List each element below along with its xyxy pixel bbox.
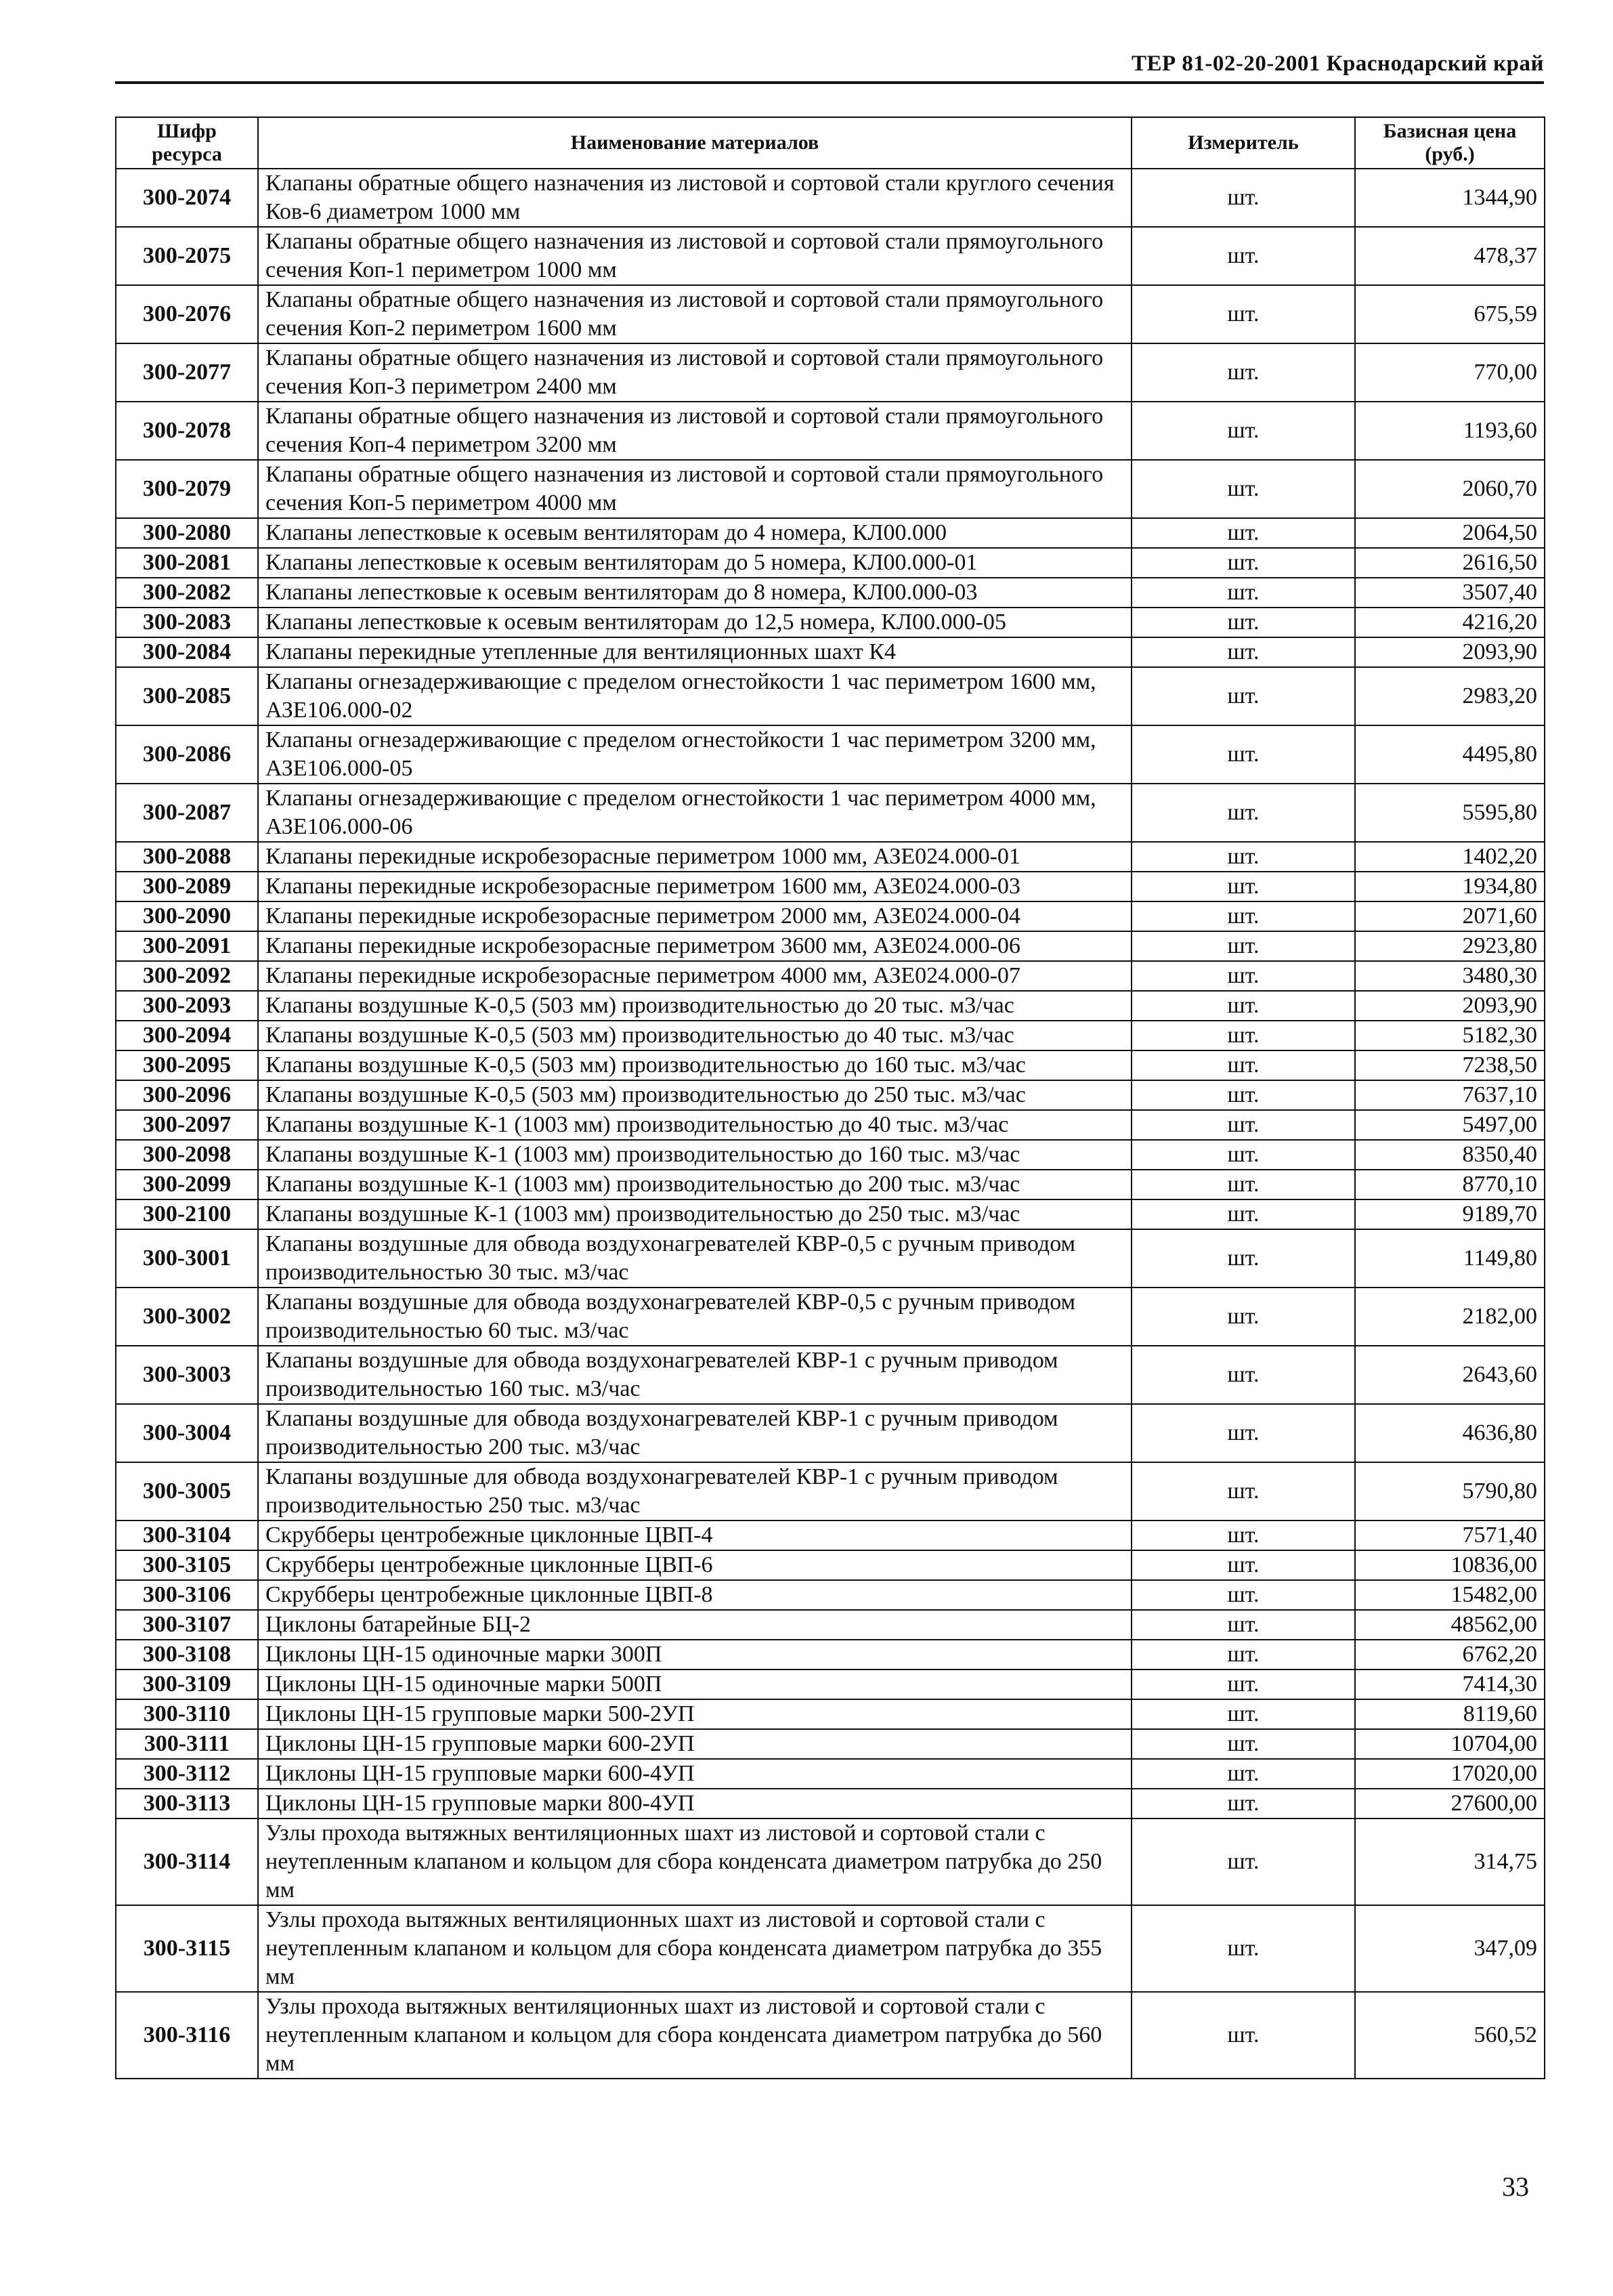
unit-cell: шт. [1132, 343, 1355, 402]
base-price-cell: 27600,00 [1355, 1789, 1545, 1819]
resource-code-cell: 300-2079 [116, 460, 258, 518]
table-row [116, 842, 1545, 872]
resource-code-cell: 300-2099 [116, 1170, 258, 1199]
unit-cell: шт. [1132, 1905, 1355, 1992]
material-name-cell: Клапаны воздушные для обвода воздухонагревателей КВР-0,5 с ручным приводом производительностью 30 тыс. м3/час [258, 1229, 1132, 1288]
unit-cell: шт. [1132, 460, 1355, 518]
unit-cell: шт. [1132, 1140, 1355, 1170]
material-name-cell: Клапаны обратные общего назначения из листовой и сортовой стали прямоугольного сечения Коп-4 периметром 3200 мм [258, 402, 1132, 460]
resource-code-cell: 300-3107 [116, 1610, 258, 1640]
unit-cell: шт. [1132, 667, 1355, 725]
material-name-cell: Клапаны перекидные искробезорасные периметром 2000 мм, АЗЕ024.000-04 [258, 901, 1132, 931]
resource-code-cell: 300-2088 [116, 842, 258, 872]
base-price-cell: 347,09 [1355, 1905, 1545, 1992]
resource-code-cell: 300-2089 [116, 872, 258, 901]
base-price-cell: 5790,80 [1355, 1462, 1545, 1521]
resource-code-cell: 300-2082 [116, 578, 258, 608]
base-price-cell: 1344,90 [1355, 169, 1545, 227]
resource-code-cell: 300-3113 [116, 1789, 258, 1819]
material-name-cell: Клапаны огнезадерживающие с пределом огнестойкости 1 час периметром 4000 мм, АЗЕ106.000-06 [258, 784, 1132, 842]
table-row [116, 1550, 1545, 1580]
table-row [116, 1080, 1545, 1110]
unit-cell: шт. [1132, 1640, 1355, 1670]
table-row [116, 1580, 1545, 1610]
table-row [116, 1346, 1545, 1404]
base-price-cell: 4495,80 [1355, 725, 1545, 784]
table-row [116, 1288, 1545, 1346]
material-name-cell: Циклоны ЦН-15 групповые марки 600-2УП [258, 1729, 1132, 1759]
unit-cell: шт. [1132, 1550, 1355, 1580]
material-name-cell: Клапаны огнезадерживающие с пределом огнестойкости 1 час периметром 3200 мм, АЗЕ106.000-05 [258, 725, 1132, 784]
base-price-cell: 10836,00 [1355, 1550, 1545, 1580]
unit-cell: шт. [1132, 1699, 1355, 1729]
unit-cell: шт. [1132, 608, 1355, 637]
unit-cell: шт. [1132, 872, 1355, 901]
base-price-cell: 3480,30 [1355, 961, 1545, 991]
table-row [116, 1229, 1545, 1288]
material-name-cell: Узлы прохода вытяжных вентиляционных шахт из листовой и сортовой стали с неутепленным клапаном и кольцом для сбора конденсата диаметром патрубка до 560 мм [258, 1992, 1132, 2079]
base-price-cell: 2064,50 [1355, 518, 1545, 548]
resource-code-cell: 300-2091 [116, 931, 258, 961]
table-row [116, 1170, 1545, 1199]
table-row [116, 637, 1545, 667]
material-name-cell: Циклоны ЦН-15 групповые марки 800-4УП [258, 1789, 1132, 1819]
table-header [116, 117, 1545, 169]
unit-cell: шт. [1132, 518, 1355, 548]
unit-cell: шт. [1132, 1789, 1355, 1819]
resource-code-cell: 300-3104 [116, 1521, 258, 1550]
base-price-cell: 4216,20 [1355, 608, 1545, 637]
base-price-cell: 7414,30 [1355, 1670, 1545, 1699]
base-price-cell: 8119,60 [1355, 1699, 1545, 1729]
material-name-cell: Циклоны ЦН-15 групповые марки 500-2УП [258, 1699, 1132, 1729]
unit-cell: шт. [1132, 578, 1355, 608]
resource-code-cell: 300-2075 [116, 227, 258, 285]
material-name-cell: Клапаны обратные общего назначения из листовой и сортовой стали прямоугольного сечения Коп-5 периметром 4000 мм [258, 460, 1132, 518]
resource-code-cell: 300-2094 [116, 1021, 258, 1050]
resource-code-cell: 300-2087 [116, 784, 258, 842]
base-price-cell: 2093,90 [1355, 991, 1545, 1021]
base-price-cell: 5497,00 [1355, 1110, 1545, 1140]
resource-code-cell: 300-3116 [116, 1992, 258, 2079]
material-name-cell: Клапаны перекидные искробезорасные периметром 3600 мм, АЗЕ024.000-06 [258, 931, 1132, 961]
base-price-cell: 2182,00 [1355, 1288, 1545, 1346]
material-name-cell: Клапаны обратные общего назначения из листовой и сортовой стали прямоугольного сечения Коп-1 периметром 1000 мм [258, 227, 1132, 285]
resource-code-cell: 300-3004 [116, 1404, 258, 1462]
material-name-cell: Клапаны перекидные искробезорасные периметром 1000 мм, АЗЕ024.000-01 [258, 842, 1132, 872]
base-price-cell: 478,37 [1355, 227, 1545, 285]
base-price-cell: 1149,80 [1355, 1229, 1545, 1288]
material-name-cell: Клапаны воздушные К-0,5 (503 мм) производительностью до 250 тыс. м3/час [258, 1080, 1132, 1110]
material-name-cell: Клапаны воздушные К-0,5 (503 мм) производительностью до 160 тыс. м3/час [258, 1050, 1132, 1080]
resource-code-cell: 300-3003 [116, 1346, 258, 1404]
material-name-cell: Скрубберы центробежные циклонные ЦВП-4 [258, 1521, 1132, 1550]
unit-cell: шт. [1132, 169, 1355, 227]
resource-code-cell: 300-3002 [116, 1288, 258, 1346]
material-name-cell: Клапаны обратные общего назначения из листовой и сортовой стали прямоугольного сечения Коп-2 периметром 1600 мм [258, 285, 1132, 343]
material-name-cell: Клапаны воздушные для обвода воздухонагревателей КВР-0,5 с ручным приводом производительностью 60 тыс. м3/час [258, 1288, 1132, 1346]
material-name-cell: Скрубберы центробежные циклонные ЦВП-8 [258, 1580, 1132, 1610]
base-price-cell: 1193,60 [1355, 402, 1545, 460]
resource-code-cell: 300-2092 [116, 961, 258, 991]
base-price-cell: 10704,00 [1355, 1729, 1545, 1759]
material-name-cell: Клапаны воздушные К-1 (1003 мм) производительностью до 200 тыс. м3/час [258, 1170, 1132, 1199]
table-row [116, 1905, 1545, 1992]
material-name-cell: Клапаны воздушные К-1 (1003 мм) производительностью до 160 тыс. м3/час [258, 1140, 1132, 1170]
material-name-cell: Узлы прохода вытяжных вентиляционных шахт из листовой и сортовой стали с неутепленным клапаном и кольцом для сбора конденсата диаметром патрубка до 250 мм [258, 1819, 1132, 1905]
base-price-cell: 560,52 [1355, 1992, 1545, 2079]
resource-code-cell: 300-3110 [116, 1699, 258, 1729]
base-price-cell: 8770,10 [1355, 1170, 1545, 1199]
table-row [116, 169, 1545, 227]
base-price-cell: 4636,80 [1355, 1404, 1545, 1462]
table-row [116, 784, 1545, 842]
base-price-cell: 6762,20 [1355, 1640, 1545, 1670]
base-price-cell: 2093,90 [1355, 637, 1545, 667]
resource-code-cell: 300-3108 [116, 1640, 258, 1670]
material-name-cell: Циклоны ЦН-15 одиночные марки 500П [258, 1670, 1132, 1699]
material-name-cell: Циклоны ЦН-15 одиночные марки 300П [258, 1640, 1132, 1670]
unit-cell: шт. [1132, 1462, 1355, 1521]
table-row [116, 1699, 1545, 1729]
base-price-cell: 2643,60 [1355, 1346, 1545, 1404]
unit-cell: шт. [1132, 1021, 1355, 1050]
table-row [116, 227, 1545, 285]
column-header-name: Наименование материалов [258, 117, 1132, 169]
unit-cell: шт. [1132, 1404, 1355, 1462]
unit-cell: шт. [1132, 1229, 1355, 1288]
table-row [116, 901, 1545, 931]
unit-cell: шт. [1132, 1521, 1355, 1550]
material-name-cell: Клапаны лепестковые к осевым вентиляторам до 12,5 номера, КЛ00.000-05 [258, 608, 1132, 637]
material-name-cell: Клапаны воздушные К-1 (1003 мм) производительностью до 250 тыс. м3/час [258, 1199, 1132, 1229]
base-price-cell: 3507,40 [1355, 578, 1545, 608]
unit-cell: шт. [1132, 1580, 1355, 1610]
base-price-cell: 1402,20 [1355, 842, 1545, 872]
table-row [116, 872, 1545, 901]
table-row [116, 1110, 1545, 1140]
unit-cell: шт. [1132, 1610, 1355, 1640]
table-row [116, 1992, 1545, 2079]
material-name-cell: Клапаны обратные общего назначения из листовой и сортовой стали круглого сечения Ков-6 диаметром 1000 мм [258, 169, 1132, 227]
base-price-cell: 17020,00 [1355, 1759, 1545, 1789]
table-row [116, 1521, 1545, 1550]
base-price-cell: 2071,60 [1355, 901, 1545, 931]
unit-cell: шт. [1132, 1729, 1355, 1759]
unit-cell: шт. [1132, 637, 1355, 667]
resource-code-cell: 300-2097 [116, 1110, 258, 1140]
unit-cell: шт. [1132, 901, 1355, 931]
resource-code-cell: 300-2078 [116, 402, 258, 460]
base-price-cell: 314,75 [1355, 1819, 1545, 1905]
unit-cell: шт. [1132, 1170, 1355, 1199]
materials-price-table [115, 116, 1545, 2079]
page-number: 33 [1502, 2171, 1529, 2202]
unit-cell: шт. [1132, 1110, 1355, 1140]
document-title: ТЕР 81-02-20-2001 Краснодарский край [1131, 51, 1544, 76]
material-name-cell: Скрубберы центробежные циклонные ЦВП-6 [258, 1550, 1132, 1580]
table-row [116, 285, 1545, 343]
table-row [116, 991, 1545, 1021]
base-price-cell: 2923,80 [1355, 931, 1545, 961]
column-header-unit: Измеритель [1132, 117, 1355, 169]
table-row [116, 1050, 1545, 1080]
base-price-cell: 9189,70 [1355, 1199, 1545, 1229]
table-header-row [116, 117, 1545, 169]
column-header-price: Базисная цена (руб.) [1355, 117, 1545, 169]
table-row [116, 725, 1545, 784]
unit-cell: шт. [1132, 1759, 1355, 1789]
unit-cell: шт. [1132, 1050, 1355, 1080]
table-row [116, 1729, 1545, 1759]
resource-code-cell: 300-3109 [116, 1670, 258, 1699]
material-name-cell: Клапаны лепестковые к осевым вентиляторам до 5 номера, КЛ00.000-01 [258, 548, 1132, 578]
resource-code-cell: 300-3005 [116, 1462, 258, 1521]
table-row [116, 608, 1545, 637]
table-body [116, 169, 1545, 2079]
base-price-cell: 675,59 [1355, 285, 1545, 343]
resource-code-cell: 300-3105 [116, 1550, 258, 1580]
material-name-cell: Клапаны перекидные утепленные для вентиляционных шахт К4 [258, 637, 1132, 667]
unit-cell: шт. [1132, 1080, 1355, 1110]
base-price-cell: 5182,30 [1355, 1021, 1545, 1050]
unit-cell: шт. [1132, 1670, 1355, 1699]
unit-cell: шт. [1132, 227, 1355, 285]
resource-code-cell: 300-3106 [116, 1580, 258, 1610]
base-price-cell: 5595,80 [1355, 784, 1545, 842]
table-row [116, 1670, 1545, 1699]
table-row [116, 343, 1545, 402]
table-row [116, 518, 1545, 548]
base-price-cell: 2616,50 [1355, 548, 1545, 578]
material-name-cell: Клапаны обратные общего назначения из листовой и сортовой стали прямоугольного сечения Коп-3 периметром 2400 мм [258, 343, 1132, 402]
base-price-cell: 7637,10 [1355, 1080, 1545, 1110]
material-name-cell: Клапаны воздушные для обвода воздухонагревателей КВР-1 с ручным приводом производительностью 200 тыс. м3/час [258, 1404, 1132, 1462]
resource-code-cell: 300-2084 [116, 637, 258, 667]
unit-cell: шт. [1132, 784, 1355, 842]
table-row [116, 578, 1545, 608]
unit-cell: шт. [1132, 1346, 1355, 1404]
material-name-cell: Узлы прохода вытяжных вентиляционных шахт из листовой и сортовой стали с неутепленным клапаном и кольцом для сбора конденсата диаметром патрубка до 355 мм [258, 1905, 1132, 1992]
table-row [116, 1640, 1545, 1670]
material-name-cell: Клапаны воздушные для обвода воздухонагревателей КВР-1 с ручным приводом производительностью 250 тыс. м3/час [258, 1462, 1132, 1521]
table-row [116, 961, 1545, 991]
resource-code-cell: 300-2081 [116, 548, 258, 578]
material-name-cell: Клапаны огнезадерживающие с пределом огнестойкости 1 час периметром 1600 мм, АЗЕ106.000-02 [258, 667, 1132, 725]
unit-cell: шт. [1132, 1819, 1355, 1905]
resource-code-cell: 300-2086 [116, 725, 258, 784]
table-row [116, 402, 1545, 460]
base-price-cell: 7571,40 [1355, 1521, 1545, 1550]
resource-code-cell: 300-2080 [116, 518, 258, 548]
base-price-cell: 48562,00 [1355, 1610, 1545, 1640]
resource-code-cell: 300-3001 [116, 1229, 258, 1288]
resource-code-cell: 300-3114 [116, 1819, 258, 1905]
page-header [115, 49, 1544, 84]
unit-cell: шт. [1132, 548, 1355, 578]
table-row [116, 1199, 1545, 1229]
table-row [116, 1759, 1545, 1789]
material-name-cell: Циклоны батарейные БЦ-2 [258, 1610, 1132, 1640]
base-price-cell: 7238,50 [1355, 1050, 1545, 1080]
unit-cell: шт. [1132, 961, 1355, 991]
header-rule [115, 81, 1544, 84]
unit-cell: шт. [1132, 725, 1355, 784]
table-row [116, 548, 1545, 578]
resource-code-cell: 300-2083 [116, 608, 258, 637]
resource-code-cell: 300-2074 [116, 169, 258, 227]
resource-code-cell: 300-2093 [116, 991, 258, 1021]
material-name-cell: Клапаны лепестковые к осевым вентиляторам до 4 номера, КЛ00.000 [258, 518, 1132, 548]
unit-cell: шт. [1132, 402, 1355, 460]
resource-code-cell: 300-2098 [116, 1140, 258, 1170]
table-row [116, 1819, 1545, 1905]
base-price-cell: 8350,40 [1355, 1140, 1545, 1170]
unit-cell: шт. [1132, 1199, 1355, 1229]
table-row [116, 1610, 1545, 1640]
resource-code-cell: 300-2090 [116, 901, 258, 931]
unit-cell: шт. [1132, 1992, 1355, 2079]
material-name-cell: Клапаны воздушные К-1 (1003 мм) производительностью до 40 тыс. м3/час [258, 1110, 1132, 1140]
resource-code-cell: 300-3112 [116, 1759, 258, 1789]
table-row [116, 460, 1545, 518]
base-price-cell: 15482,00 [1355, 1580, 1545, 1610]
table-row [116, 1140, 1545, 1170]
resource-code-cell: 300-2085 [116, 667, 258, 725]
material-name-cell: Клапаны воздушные для обвода воздухонагревателей КВР-1 с ручным приводом производительностью 160 тыс. м3/час [258, 1346, 1132, 1404]
unit-cell: шт. [1132, 931, 1355, 961]
resource-code-cell: 300-3111 [116, 1729, 258, 1759]
table-row [116, 667, 1545, 725]
table-row [116, 1021, 1545, 1050]
base-price-cell: 2983,20 [1355, 667, 1545, 725]
table-row [116, 1404, 1545, 1462]
material-name-cell: Клапаны воздушные К-0,5 (503 мм) производительностью до 40 тыс. м3/час [258, 1021, 1132, 1050]
unit-cell: шт. [1132, 285, 1355, 343]
unit-cell: шт. [1132, 991, 1355, 1021]
material-name-cell: Клапаны перекидные искробезорасные периметром 1600 мм, АЗЕ024.000-03 [258, 872, 1132, 901]
column-header-code: Шифр ресурса [116, 117, 258, 169]
base-price-cell: 2060,70 [1355, 460, 1545, 518]
material-name-cell: Циклоны ЦН-15 групповые марки 600-4УП [258, 1759, 1132, 1789]
table-row [116, 931, 1545, 961]
resource-code-cell: 300-2076 [116, 285, 258, 343]
base-price-cell: 770,00 [1355, 343, 1545, 402]
material-name-cell: Клапаны перекидные искробезорасные периметром 4000 мм, АЗЕ024.000-07 [258, 961, 1132, 991]
resource-code-cell: 300-2095 [116, 1050, 258, 1080]
resource-code-cell: 300-2096 [116, 1080, 258, 1110]
unit-cell: шт. [1132, 1288, 1355, 1346]
table-row [116, 1789, 1545, 1819]
material-name-cell: Клапаны лепестковые к осевым вентиляторам до 8 номера, КЛ00.000-03 [258, 578, 1132, 608]
resource-code-cell: 300-2077 [116, 343, 258, 402]
table-row [116, 1462, 1545, 1521]
base-price-cell: 1934,80 [1355, 872, 1545, 901]
resource-code-cell: 300-2100 [116, 1199, 258, 1229]
material-name-cell: Клапаны воздушные К-0,5 (503 мм) производительностью до 20 тыс. м3/час [258, 991, 1132, 1021]
resource-code-cell: 300-3115 [116, 1905, 258, 1992]
unit-cell: шт. [1132, 842, 1355, 872]
